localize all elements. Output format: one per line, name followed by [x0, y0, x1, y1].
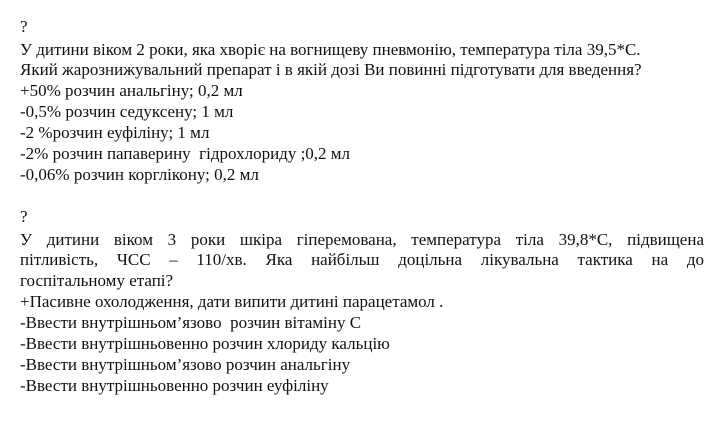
- answer-option: -0,06% розчин корглікону; 0,2 мл: [20, 165, 259, 184]
- answer-option: -Ввести внутрішньом’язово розчин вітаміну С: [20, 313, 362, 332]
- answer-option: -0,5% розчин седуксену; 1 мл: [20, 102, 234, 121]
- answer-option: -Ввести внутрішньом’язово розчин анальгіну: [20, 355, 351, 374]
- answer-option: -Ввести внутрішньовенно розчин еуфіліну: [20, 376, 329, 395]
- question-marker: ?: [20, 207, 28, 226]
- question-stem-line: госпітальному етапі?: [20, 271, 174, 290]
- question-marker: ?: [20, 17, 28, 36]
- answer-option: +50% розчин анальгіну; 0,2 мл: [20, 81, 243, 100]
- question-stem-line: У дитини віком 2 роки, яка хворіє на вогнищеву пневмонію, температура тіла 39,5*С.: [20, 40, 641, 59]
- answer-option: -2% розчин папаверину гідрохлориду ;0,2 мл: [20, 144, 351, 163]
- question-stem-line: У дитини віком 3 роки шкіра гіперемована, температура тіла 39,8*С, підвищена: [20, 230, 704, 249]
- question-stem-line: Який жарознижувальний препарат і в якій дозі Ви повинні підготувати для введення?: [20, 60, 642, 79]
- answer-option: +Пасивне охолодження, дати випити дитині парацетамол .: [20, 292, 444, 311]
- answer-option: -2 %розчин еуфіліну; 1 мл: [20, 123, 210, 142]
- answer-option: -Ввести внутрішньовенно розчин хлориду кальцію: [20, 334, 390, 353]
- question-stem-line: пітливість, ЧСС – 110/хв. Яка найбільш доцільна лікувальна тактика на до: [20, 250, 704, 269]
